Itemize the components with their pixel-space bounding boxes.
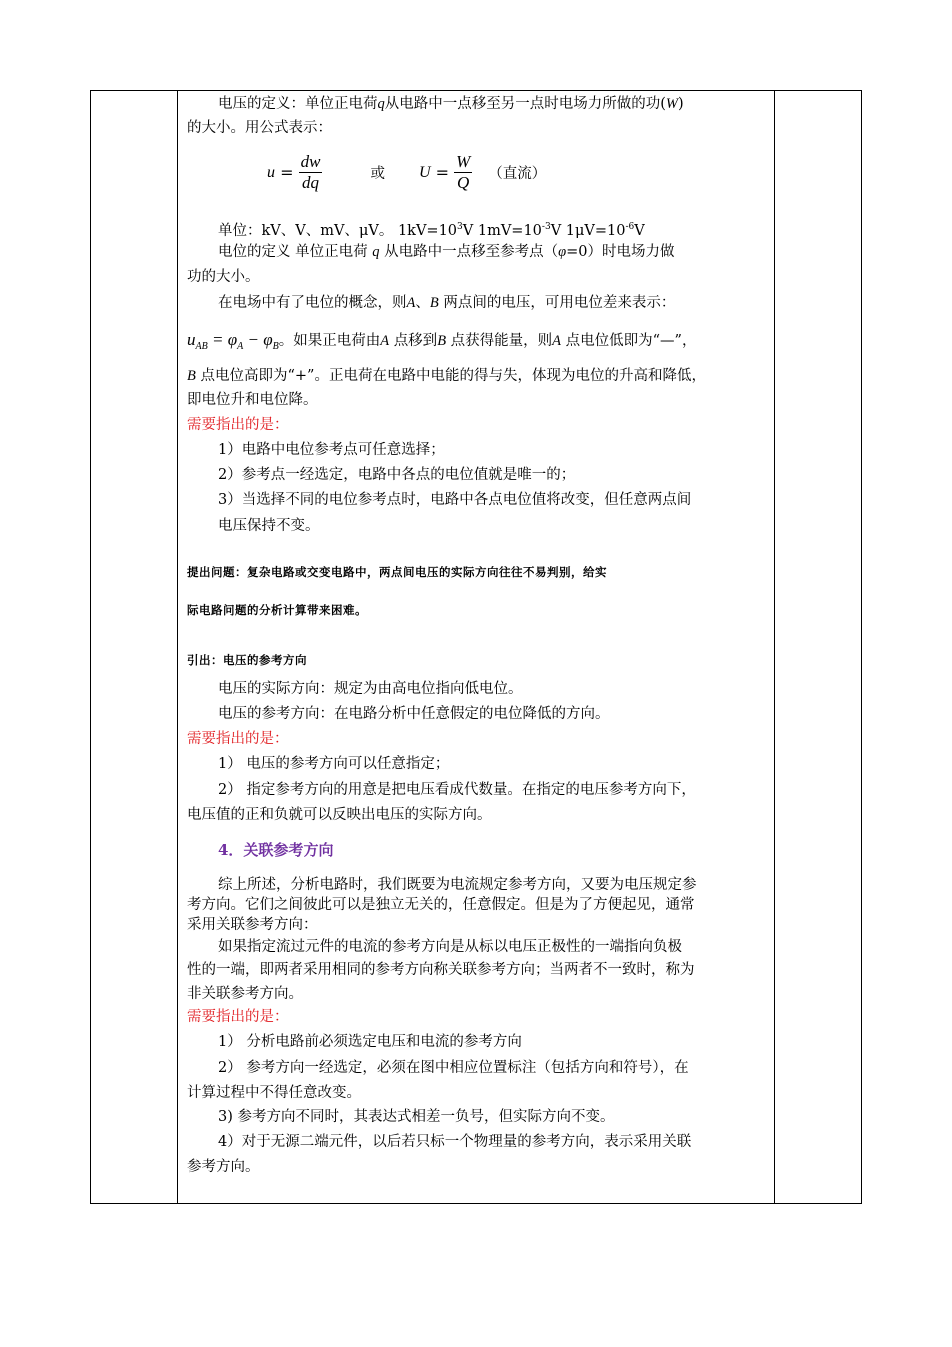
fraction-W-Q: $\frac{W}{Q}$ [456,152,471,192]
associated-paragraph-cont: 性的一端，即两者采用相同的参考方向称关联参考方向；当两者不一致时，称为 [187,962,695,978]
question-line-2: 际电路问题的分析计算带来困难。 [187,603,367,617]
associated-paragraph-cont: 非关联参考方向。 [187,986,303,1002]
units-line: 单位：kV、V、mV、μV。 $1kV=10^3V$ $1mV=10^{-3}V$ $1\mu V=10^{-6}V$ [218,222,645,239]
voltage-definition: 电压的定义：单位正电荷q从电路中一点移至另一点时电场力所做的功(W) [218,96,684,112]
fraction-dw-dq: $\frac{dw}{dq}$ [300,152,321,192]
note3-item-cont: 参考方向。 [187,1159,260,1175]
note2-item-cont: 电压值的正和负就可以反映出电压的实际方向。 [187,807,492,823]
note1-item: 1）电路中电位参考点可任意选择； [218,442,445,458]
note1-item: 3）当选择不同的电位参考点时，电路中各点电位值将改变，但任意两点间 [218,492,692,508]
uab-expression-line: $u_{AB} = \varphi_A - \varphi_B$。如果正电荷由A 点移到B 点获得能量，则A 点电位低即为“—”， [187,330,697,352]
voltage-definition-cont: 的大小。用公式表示： [187,120,332,136]
note-title-1: 需要指出的是： [187,417,289,433]
column-divider-left [177,91,178,1203]
note1-item: 2）参考点一经选定，电路中各点的电位值就是唯一的； [218,467,576,483]
note1-item: 电压保持不变。 [218,518,320,534]
note3-item: 2） 参考方向一经选定，必须在图中相应位置标注（包括方向和符号），在 [218,1060,689,1076]
summary-paragraph: 综上所述，分析电路时，我们既要为电流规定参考方向，又要为电压规定参 [218,877,697,893]
note2-item: 2） 指定参考方向的用意是把电压看成代数量。在指定的电压参考方向下， [218,782,696,798]
b-potential-line: B 点电位高即为“+”。正电荷在电路中电能的得与失，体现为电位的升高和降低， [187,368,706,384]
lead-out-heading: 引出：电压的参考方向 [187,653,307,667]
question-line-1: 提出问题：复杂电路或交变电路中，两点间电压的实际方向往往不易判别，给实 [187,565,607,579]
note3-item: 1） 分析电路前必须选定电压和电流的参考方向 [218,1034,522,1050]
summary-paragraph-cont: 考方向。它们之间彼此可以是独立无关的，任意假定。但是为了方便起见，通常 [187,897,695,913]
associated-paragraph: 如果指定流过元件的电流的参考方向是从标以电压正极性的一端指向负极 [218,939,682,955]
potential-definition-cont: 功的大小。 [187,269,260,285]
voltage-formula: u = $\frac{dw}{dq}$ 或 U = $\frac{W}{Q}$ （直流） [267,152,547,192]
note3-item-cont: 计算过程中不得任意改变。 [187,1085,361,1101]
actual-direction: 电压的实际方向：规定为由高电位指向低电位。 [218,681,523,697]
summary-paragraph-cont: 采用关联参考方向： [187,917,318,933]
field-potential-line: 在电场中有了电位的概念，则A、B 两点间的电压，可用电位差来表示： [218,295,676,311]
note-title-2: 需要指出的是： [187,731,289,747]
note3-item: 3) 参考方向不同时，其表达式相差一负号，但实际方向不变。 [218,1109,615,1125]
potential-definition: 电位的定义 单位正电荷 q 从电路中一点移至参考点（φ=0）时电场力做 [218,244,675,260]
note-title-3: 需要指出的是： [187,1009,289,1025]
note3-item: 4）对于无源二端元件，以后若只标一个物理量的参考方向，表示采用关联 [218,1134,692,1150]
reference-direction: 电压的参考方向：在电路分析中任意假定的电位降低的方向。 [218,706,610,722]
note2-item: 1） 电压的参考方向可以任意指定； [218,756,450,772]
b-potential-line-cont: 即电位升和电位降。 [187,392,318,408]
section-heading-4: 4．关联参考方向 [218,841,334,859]
